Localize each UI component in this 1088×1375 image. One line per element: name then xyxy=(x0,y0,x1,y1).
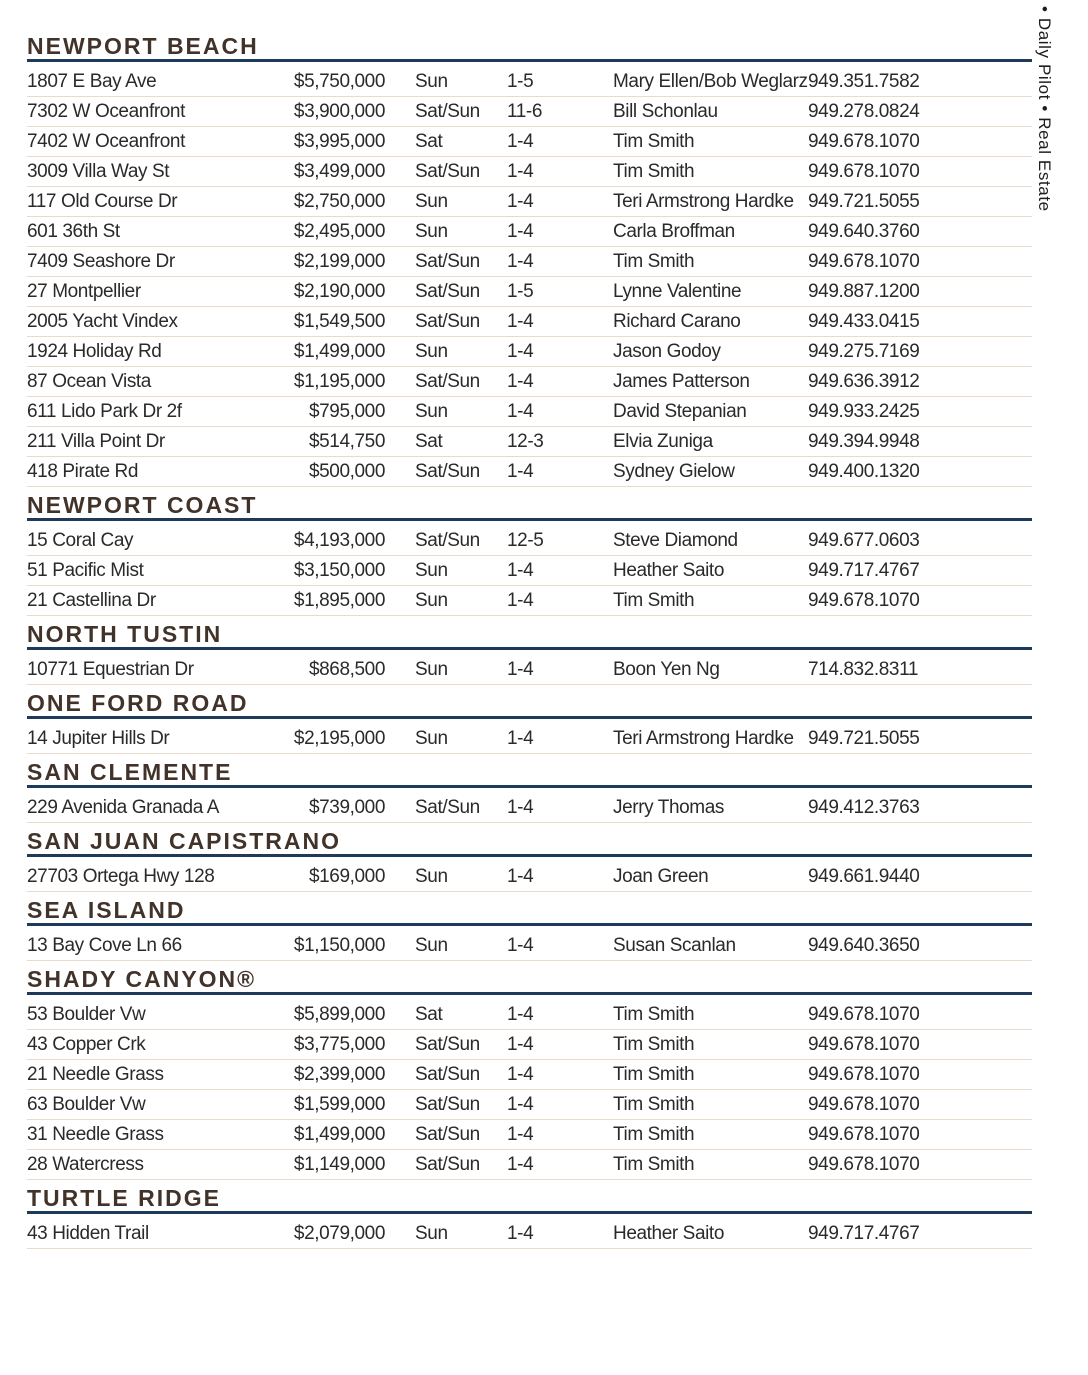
listing-open-hours: 1-5 xyxy=(507,71,534,92)
listing-agent: Jason Godoy xyxy=(613,341,721,362)
listing-price: $2,495,000 xyxy=(293,221,385,242)
listing-price: $2,190,000 xyxy=(293,281,385,302)
listing-price: $1,599,000 xyxy=(293,1094,385,1115)
city-section xyxy=(27,692,1032,754)
listing-agent: Bill Schonlau xyxy=(613,101,718,122)
listing-open-days: Sat/Sun xyxy=(415,101,480,122)
listing-agent: Heather Saito xyxy=(613,1223,724,1244)
listing-address: 53 Boulder Vw xyxy=(27,1004,146,1025)
section-title: SEA ISLAND xyxy=(27,897,186,923)
listing-address: 31 Needle Grass xyxy=(27,1124,164,1145)
listing-open-days: Sat/Sun xyxy=(415,797,480,818)
listing-address: 10771 Equestrian Dr xyxy=(27,659,194,680)
section-header xyxy=(27,968,1032,995)
listing-phone: 949.678.1070 xyxy=(808,251,920,272)
listing-phone: 949.887.1200 xyxy=(808,281,920,302)
listing-open-hours: 1-4 xyxy=(507,797,534,818)
listing-price: $5,750,000 xyxy=(293,71,385,92)
table-row xyxy=(27,427,1032,457)
listing-address: 28 Watercress xyxy=(27,1154,144,1175)
listing-agent: Tim Smith xyxy=(613,1094,695,1115)
table-row xyxy=(27,793,1032,823)
listing-price: $2,199,000 xyxy=(293,251,385,272)
listing-agent: David Stepanian xyxy=(613,401,747,422)
listing-open-days: Sun xyxy=(415,401,448,422)
listing-price: $4,193,000 xyxy=(293,530,385,551)
listing-open-hours: 12-3 xyxy=(507,431,544,452)
listing-open-days: Sun xyxy=(415,659,448,680)
section-title: TURTLE RIDGE xyxy=(27,1185,221,1211)
listing-agent: Joan Green xyxy=(613,866,709,887)
city-section xyxy=(27,761,1032,823)
section-header xyxy=(27,830,1032,857)
listing-price: $3,150,000 xyxy=(293,560,385,581)
listing-agent: Carla Broffman xyxy=(613,221,735,242)
listing-open-hours: 1-4 xyxy=(507,728,534,749)
vertical-masthead-text: • Daily Pilot • Real Estate xyxy=(1035,6,1054,212)
listing-open-hours: 1-4 xyxy=(507,1154,534,1175)
listing-address: 15 Coral Cay xyxy=(27,530,134,551)
table-row xyxy=(27,1150,1032,1180)
section-header xyxy=(27,35,1032,62)
listing-price: $1,499,000 xyxy=(293,1124,385,1145)
listing-phone: 949.678.1070 xyxy=(808,1004,920,1025)
listing-address: 7409 Seashore Dr xyxy=(27,251,175,272)
listing-address: 43 Hidden Trail xyxy=(27,1223,149,1244)
listing-open-days: Sat/Sun xyxy=(415,161,480,182)
listing-open-hours: 1-4 xyxy=(507,341,534,362)
listing-rows xyxy=(27,526,1032,616)
listing-agent: Tim Smith xyxy=(613,1034,695,1055)
listing-open-hours: 1-4 xyxy=(507,1004,534,1025)
listing-price: $3,900,000 xyxy=(293,101,385,122)
listing-phone: 949.678.1070 xyxy=(808,161,920,182)
listing-agent: Tim Smith xyxy=(613,1004,695,1025)
listing-open-days: Sun xyxy=(415,935,448,956)
listing-phone: 949.412.3763 xyxy=(808,797,920,818)
listing-open-hours: 1-4 xyxy=(507,251,534,272)
listing-phone: 949.433.0415 xyxy=(808,311,920,332)
listing-phone: 949.351.7582 xyxy=(808,71,920,92)
section-header xyxy=(27,761,1032,788)
listing-open-days: Sun xyxy=(415,71,448,92)
city-section xyxy=(27,830,1032,892)
listing-rows xyxy=(27,793,1032,823)
listing-agent: Elvia Zuniga xyxy=(613,431,713,452)
section-header xyxy=(27,899,1032,926)
city-section xyxy=(27,623,1032,685)
listing-open-hours: 1-4 xyxy=(507,191,534,212)
listing-open-days: Sat xyxy=(415,131,443,152)
listing-rows xyxy=(27,931,1032,961)
table-row xyxy=(27,187,1032,217)
listing-address: 27703 Ortega Hwy 128 xyxy=(27,866,215,887)
listing-agent: Steve Diamond xyxy=(613,530,738,551)
listing-price: $3,775,000 xyxy=(293,1034,385,1055)
listing-agent: Heather Saito xyxy=(613,560,724,581)
listing-open-days: Sat/Sun xyxy=(415,530,480,551)
listing-address: 229 Avenida Granada A xyxy=(27,797,219,818)
listing-open-hours: 1-4 xyxy=(507,311,534,332)
listing-open-days: Sun xyxy=(415,866,448,887)
listing-price: $5,899,000 xyxy=(293,1004,385,1025)
listing-open-days: Sun xyxy=(415,590,448,611)
listing-open-days: Sat/Sun xyxy=(415,1094,480,1115)
listing-price: $514,750 xyxy=(308,431,385,452)
table-row xyxy=(27,931,1032,961)
listing-price: $1,499,000 xyxy=(293,341,385,362)
listing-price: $739,000 xyxy=(308,797,385,818)
listing-address: 418 Pirate Rd xyxy=(27,461,138,482)
table-row xyxy=(27,586,1032,616)
listing-phone: 949.678.1070 xyxy=(808,1034,920,1055)
listing-price: $500,000 xyxy=(308,461,385,482)
listing-open-hours: 1-4 xyxy=(507,1034,534,1055)
section-title: NORTH TUSTIN xyxy=(27,621,223,647)
listing-price: $1,195,000 xyxy=(293,371,385,392)
table-row xyxy=(27,1000,1032,1030)
listing-price: $2,079,000 xyxy=(293,1223,385,1244)
listing-phone: 949.721.5055 xyxy=(808,728,920,749)
listing-open-hours: 1-4 xyxy=(507,131,534,152)
listing-address: 1807 E Bay Ave xyxy=(27,71,157,92)
listing-agent: James Patterson xyxy=(613,371,750,392)
listing-phone: 949.717.4767 xyxy=(808,560,920,581)
listing-open-days: Sun xyxy=(415,728,448,749)
listing-phone: 949.717.4767 xyxy=(808,1223,920,1244)
listing-price: $795,000 xyxy=(308,401,385,422)
listing-address: 21 Castellina Dr xyxy=(27,590,156,611)
city-section xyxy=(27,494,1032,616)
section-header xyxy=(27,494,1032,521)
listing-open-hours: 1-4 xyxy=(507,1094,534,1115)
listing-agent: Lynne Valentine xyxy=(613,281,742,302)
listing-open-days: Sat/Sun xyxy=(415,1064,480,1085)
listing-address: 7402 W Oceanfront xyxy=(27,131,185,152)
table-row xyxy=(27,655,1032,685)
listing-address: 2005 Yacht Vindex xyxy=(27,311,178,332)
listing-open-days: Sun xyxy=(415,560,448,581)
listing-open-days: Sat xyxy=(415,431,443,452)
listing-price: $2,750,000 xyxy=(293,191,385,212)
listing-agent: Tim Smith xyxy=(613,1064,695,1085)
listing-phone: 949.275.7169 xyxy=(808,341,920,362)
listing-agent: Teri Armstrong Hardke xyxy=(613,191,794,212)
listing-open-days: Sun xyxy=(415,191,448,212)
listing-phone: 949.678.1070 xyxy=(808,1124,920,1145)
listing-agent: Sydney Gielow xyxy=(613,461,735,482)
city-section xyxy=(27,968,1032,1180)
listing-address: 1924 Holiday Rd xyxy=(27,341,162,362)
city-section xyxy=(27,1187,1032,1249)
listing-address: 3009 Villa Way St xyxy=(27,161,170,182)
section-title: ONE FORD ROAD xyxy=(27,690,249,716)
table-row xyxy=(27,556,1032,586)
listing-open-hours: 1-4 xyxy=(507,1064,534,1085)
listing-price: $2,195,000 xyxy=(293,728,385,749)
listing-rows xyxy=(27,862,1032,892)
listing-open-hours: 1-4 xyxy=(507,221,534,242)
table-row xyxy=(27,1120,1032,1150)
table-row xyxy=(27,307,1032,337)
listing-agent: Tim Smith xyxy=(613,1124,695,1145)
table-row xyxy=(27,1030,1032,1060)
table-row xyxy=(27,247,1032,277)
listing-phone: 949.640.3650 xyxy=(808,935,920,956)
listing-open-days: Sat/Sun xyxy=(415,371,480,392)
listing-rows xyxy=(27,1000,1032,1180)
listing-phone: 949.400.1320 xyxy=(808,461,920,482)
section-title: SHADY CANYON® xyxy=(27,966,257,992)
listing-open-days: Sat/Sun xyxy=(415,461,480,482)
listing-open-hours: 1-4 xyxy=(507,659,534,680)
listing-phone: 949.677.0603 xyxy=(808,530,920,551)
listing-phone: 949.678.1070 xyxy=(808,590,920,611)
listing-phone: 949.721.5055 xyxy=(808,191,920,212)
listing-open-hours: 1-4 xyxy=(507,866,534,887)
section-title: SAN JUAN CAPISTRANO xyxy=(27,828,342,854)
table-row xyxy=(27,157,1032,187)
listing-open-hours: 1-4 xyxy=(507,1124,534,1145)
listing-rows xyxy=(27,1219,1032,1249)
listing-open-hours: 12-5 xyxy=(507,530,544,551)
listing-open-hours: 1-4 xyxy=(507,461,534,482)
listing-address: 14 Jupiter Hills Dr xyxy=(27,728,170,749)
table-row xyxy=(27,724,1032,754)
listing-address: 117 Old Course Dr xyxy=(27,191,178,212)
listing-address: 21 Needle Grass xyxy=(27,1064,164,1085)
listings-content xyxy=(27,28,1032,1249)
listing-price: $1,895,000 xyxy=(293,590,385,611)
listing-address: 51 Pacific Mist xyxy=(27,560,144,581)
city-section xyxy=(27,899,1032,961)
listing-rows xyxy=(27,67,1032,487)
listing-rows xyxy=(27,724,1032,754)
table-row xyxy=(27,217,1032,247)
listing-price: $2,399,000 xyxy=(293,1064,385,1085)
listing-phone: 949.933.2425 xyxy=(808,401,920,422)
listing-open-hours: 1-5 xyxy=(507,281,534,302)
listing-open-days: Sat/Sun xyxy=(415,311,480,332)
listing-price: $1,549,500 xyxy=(293,311,385,332)
section-header xyxy=(27,1187,1032,1214)
listing-open-days: Sun xyxy=(415,341,448,362)
listing-address: 43 Copper Crk xyxy=(27,1034,146,1055)
listing-phone: 949.678.1070 xyxy=(808,1064,920,1085)
section-title: SAN CLEMENTE xyxy=(27,759,233,785)
listing-price: $1,150,000 xyxy=(293,935,385,956)
listing-phone: 949.636.3912 xyxy=(808,371,920,392)
listing-rows xyxy=(27,655,1032,685)
table-row xyxy=(27,97,1032,127)
listing-open-hours: 1-4 xyxy=(507,590,534,611)
listing-price: $1,149,000 xyxy=(293,1154,385,1175)
listing-open-hours: 1-4 xyxy=(507,1223,534,1244)
listing-open-hours: 11-6 xyxy=(507,101,543,122)
listing-price: $169,000 xyxy=(308,866,385,887)
listing-open-days: Sat/Sun xyxy=(415,1154,480,1175)
table-row xyxy=(27,1219,1032,1249)
table-row xyxy=(27,526,1032,556)
listing-open-hours: 1-4 xyxy=(507,560,534,581)
listing-open-days: Sun xyxy=(415,1223,448,1244)
listing-price: $868,500 xyxy=(308,659,385,680)
listing-address: 27 Montpellier xyxy=(27,281,141,302)
section-header xyxy=(27,692,1032,719)
listing-open-hours: 1-4 xyxy=(507,401,534,422)
listing-address: 13 Bay Cove Ln 66 xyxy=(27,935,182,956)
listing-agent: Tim Smith xyxy=(613,1154,695,1175)
listing-phone: 949.278.0824 xyxy=(808,101,920,122)
table-row xyxy=(27,277,1032,307)
section-title: NEWPORT BEACH xyxy=(27,33,259,59)
listing-address: 611 Lido Park Dr 2f xyxy=(27,401,182,422)
listing-open-days: Sat xyxy=(415,1004,443,1025)
table-row xyxy=(27,337,1032,367)
listing-phone: 949.661.9440 xyxy=(808,866,920,887)
listing-phone: 949.640.3760 xyxy=(808,221,920,242)
table-row xyxy=(27,457,1032,487)
section-header xyxy=(27,623,1032,650)
listing-address: 87 Ocean Vista xyxy=(27,371,151,392)
listing-phone: 949.678.1070 xyxy=(808,1094,920,1115)
table-row xyxy=(27,397,1032,427)
listing-address: 63 Boulder Vw xyxy=(27,1094,146,1115)
table-row xyxy=(27,367,1032,397)
listing-open-days: Sat/Sun xyxy=(415,1124,480,1145)
listing-phone: 949.394.9948 xyxy=(808,431,920,452)
city-section xyxy=(27,35,1032,487)
listing-agent: Tim Smith xyxy=(613,251,695,272)
table-row xyxy=(27,67,1032,97)
listing-agent: Boon Yen Ng xyxy=(613,659,720,680)
section-title: NEWPORT COAST xyxy=(27,492,258,518)
listing-open-days: Sat/Sun xyxy=(415,281,480,302)
listing-open-hours: 1-4 xyxy=(507,161,534,182)
listing-open-days: Sat/Sun xyxy=(415,251,480,272)
table-row xyxy=(27,1090,1032,1120)
listing-open-days: Sun xyxy=(415,221,448,242)
listing-agent: Tim Smith xyxy=(613,590,695,611)
listing-open-days: Sat/Sun xyxy=(415,1034,480,1055)
listing-open-hours: 1-4 xyxy=(507,935,534,956)
table-row xyxy=(27,1060,1032,1090)
listing-agent: Mary Ellen/Bob Weglarz xyxy=(613,71,808,92)
listing-address: 211 Villa Point Dr xyxy=(27,431,165,452)
listing-open-hours: 1-4 xyxy=(507,371,534,392)
listing-agent: Tim Smith xyxy=(613,131,695,152)
table-row xyxy=(27,862,1032,892)
listing-agent: Tim Smith xyxy=(613,161,695,182)
listing-phone: 949.678.1070 xyxy=(808,1154,920,1175)
listing-address: 601 36th St xyxy=(27,221,120,242)
listing-address: 7302 W Oceanfront xyxy=(27,101,185,122)
table-row xyxy=(27,127,1032,157)
listing-phone: 949.678.1070 xyxy=(808,131,920,152)
listing-agent: Susan Scanlan xyxy=(613,935,736,956)
listing-phone: 714.832.8311 xyxy=(808,659,919,680)
listing-agent: Richard Carano xyxy=(613,311,741,332)
listing-agent: Jerry Thomas xyxy=(613,797,724,818)
listing-price: $3,499,000 xyxy=(293,161,385,182)
listing-agent: Teri Armstrong Hardke xyxy=(613,728,794,749)
listing-price: $3,995,000 xyxy=(293,131,385,152)
